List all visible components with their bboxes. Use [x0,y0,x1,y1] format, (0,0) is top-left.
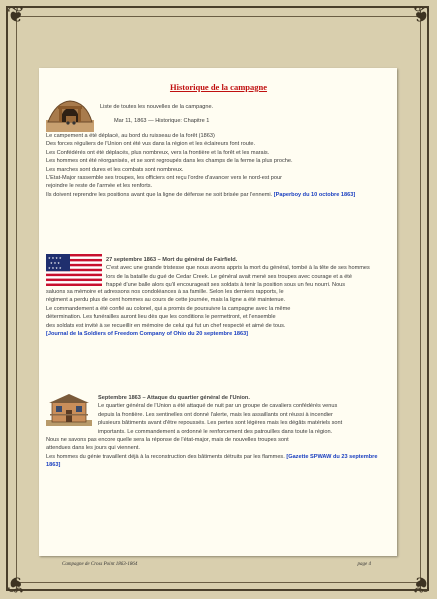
page-title: Historique de la campagne [169,82,268,92]
us-flag-icon [46,254,102,286]
text-line: lors de la bataille du gué de Cedar Creek. Le général avait mené ses troupes avec courage et a été [106,273,352,280]
section-heading: 27 septembre 1863 – Mort du général de Fairfield. [106,257,238,263]
text-line: saluons sa mémoire et adressons nos condoléances à sa famille. Selon les derniers rapports, le [46,289,284,295]
text-line: L'Etat-Major rassemble ses troupes, les officiers ont reçu l'ordre d'avancer vers le nord-est pour [46,175,282,182]
corner-ornament-icon: ❦ [411,571,431,596]
source-citation: [Paperboy du 10 octobre 1863] [273,191,356,198]
text-line: attendues dans les jours qui viennent. [46,445,140,452]
source-citation: [Journal de la Soldiers of Freedom Company of Ohio du 20 septembre 1863] [46,331,249,338]
footer-campaign-name: Campagne de Cross Point 1863-1864 [62,562,138,567]
text-line: Les Confédérés ont été déplacés, plus nombreux, vers la frontière et la forêt et les marais. [46,149,270,156]
text-line: frappé d'une balle alors qu'il encourageait ses soldats à tenir la position sous un feu nourri. Nous [106,282,346,289]
text-line: depuis la frontière. Les sentinelles ont donné l'alerte, mais les assaillants ont réussi à incendier [98,411,333,418]
text-line: Ils doivent reprendre les positions avant que la ligne de défense ne soit brisée par l'ennemi. [46,191,273,198]
building-icon [46,392,92,426]
svg-text:★ ★ ★: ★ ★ ★ [50,261,60,265]
text-line: rejoindre le reste de l'armée et les renforts. [46,183,153,190]
text-line: C'est avec une grande tristesse que nous avons appris la mort du général, tombé à la tête de ses hommes [106,265,370,272]
text-line: Les hommes ont été réorganisés, et se sont regroupés dans les champs de la ferme la plus proche. [46,158,293,165]
corner-ornament-icon: ❦ [6,571,26,596]
text-line: importants. Le commandement a ordonné le renforcement des patrouilles dans toute la région. [98,428,333,435]
svg-text:★ ★ ★ ★: ★ ★ ★ ★ [48,256,62,260]
text-line: Nous ne savons pas encore quelle sera la réponse de l'état-major, mais de nouvelles troupes sont [46,437,289,443]
text-line: détermination. Les funérailles auront lieu dès que les conditions le permettront, et l'ensemble [46,314,276,321]
section-heading: Septembre 1863 – Attaque du quartier général de l'Union. [98,395,250,401]
text-line: Le campement a été déplacé, au bord du ruisseau de la forêt (1863) [46,133,215,139]
svg-text:★ ★ ★ ★: ★ ★ ★ ★ [48,266,62,270]
text-line: Liste de toutes les nouvelles de la campagne. [100,104,214,110]
footer-page-number: page 4 [357,562,371,567]
text-line: régiment a perdu plus de cent hommes au cours de cette journée, mais la ligne a été maintenue. [46,297,286,304]
corner-ornament-icon: ❦ [411,3,431,28]
source-citation: [Gazette SPWAW du 23 septembre 1863] [46,453,378,469]
text-line: Le commandement a été confié au colonel, qui a promis de poursuivre la campagne avec la même [46,305,291,312]
text-line: Des forces réguliers de l'Union ont été vus dans la région et les éclaireurs font route. [46,141,256,148]
corner-ornament-icon: ❦ [6,3,26,28]
text-line: Mar 11, 1863 — Historique: Chapitre 1 [114,118,210,125]
mine-icon [46,98,94,132]
text-line: plusieurs bâtiments avant d'être repoussés. Les pertes sont légères mais les dégâts matériels sont [98,420,343,427]
text-line: des soldats est invité à se recueillir en mémoire de celui qui fut un chef respecté et aimé de tous. [46,322,286,329]
text-line: Les marches sont dures et les combats sont nombreux. [46,166,184,173]
text-line: Le quartier général de l'Union a été attaqué de nuit par un groupe de cavaliers confédérés venus [98,403,338,410]
text-line: Les hommes du génie travaillent déjà à la reconstruction des bâtiments détruits par les flammes. [46,453,285,460]
